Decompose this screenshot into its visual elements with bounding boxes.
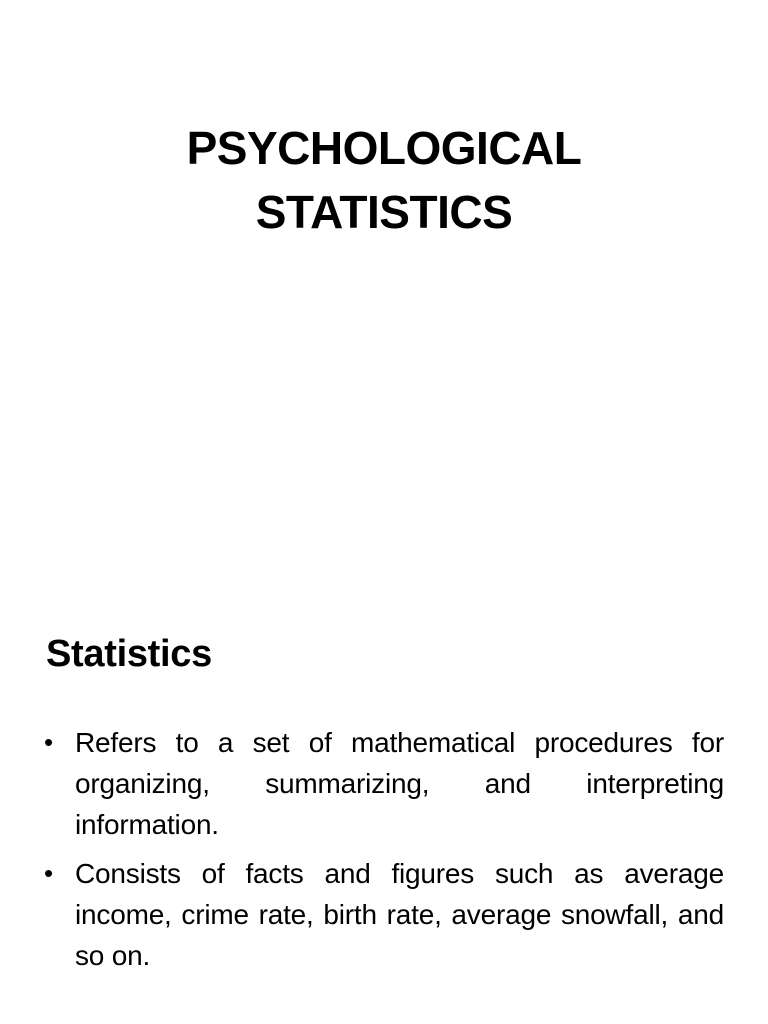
bullet-item (44, 722, 724, 845)
bullet-icon: • (44, 858, 53, 888)
bullet-item (44, 853, 724, 976)
content-slide (0, 576, 768, 1024)
section-heading: Statistics (46, 633, 212, 675)
slide-title-line-1: PSYCHOLOGICAL (186, 122, 582, 174)
bullet-icon: • (44, 727, 53, 757)
slide-title (0, 116, 768, 244)
bullet-list (44, 722, 724, 984)
slide-title-line-2: STATISTICS (255, 186, 513, 238)
bullet-text: Refers to a set of mathematical procedures for organizing, summarizing, and interpreting information. (75, 727, 724, 840)
bullet-text: Consists of facts and figures such as average income, crime rate, birth rate, average snowfall, and so on. (75, 858, 724, 971)
